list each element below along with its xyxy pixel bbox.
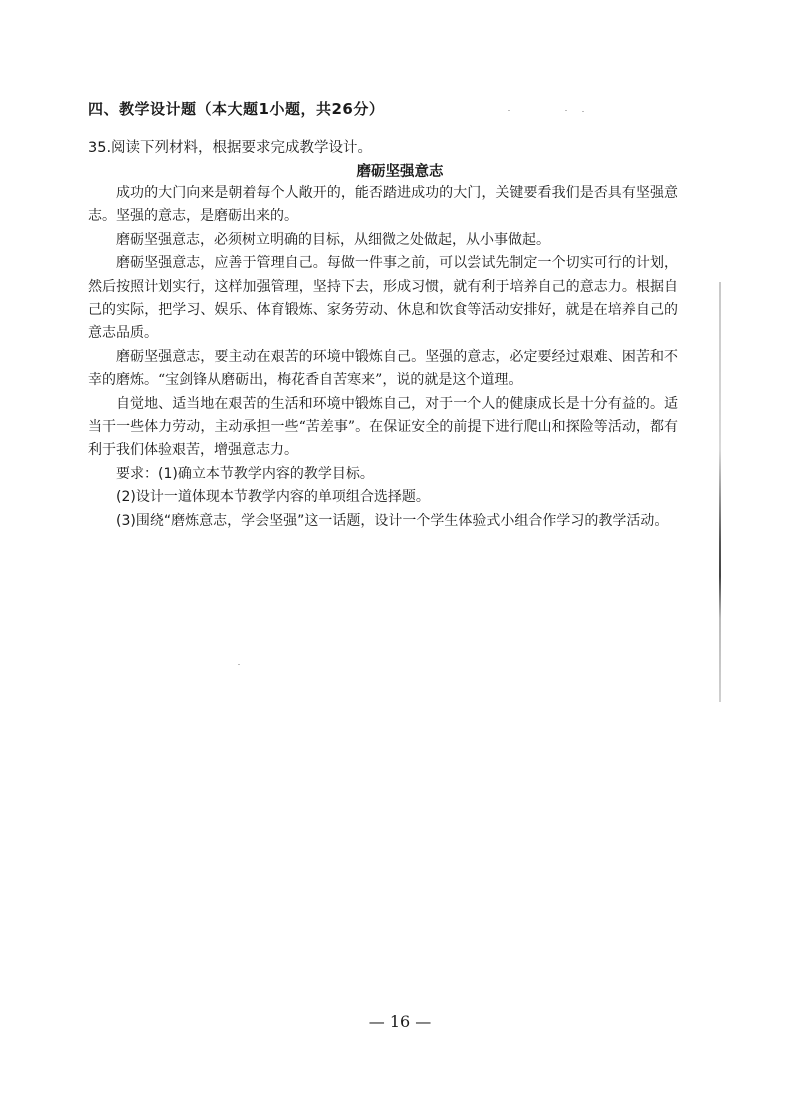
article-body	[88, 182, 678, 463]
question-intro: 35.阅读下列材料，根据要求完成教学设计。	[88, 140, 373, 156]
requirement-3: (3)围绕“磨炼意志，学会坚强”这一话题，设计一个学生体验式小组合作学习的教学活动。	[116, 512, 669, 529]
requirement-1: 要求：(1)确立本节教学内容的教学目标。	[116, 466, 374, 482]
requirement-2: (2)设计一道体现本节教学内容的单项组合选择题。	[116, 489, 430, 506]
article-title: 磨砺坚强意志	[356, 164, 444, 180]
page-number: — 16 —	[368, 1012, 432, 1031]
scan-speck	[508, 110, 510, 111]
article-paragraph: 磨砺坚强意志，要主动在艰苦的环境中锻炼自己。坚强的意志，必定要经过艰难、困苦和不幸的磨炼。“宝剑锋从磨砺出，梅花香自苦寒来”，说的就是这个道理。	[88, 348, 678, 389]
scan-edge-line	[719, 282, 721, 702]
scan-speck	[565, 110, 567, 111]
article-paragraph: 磨砺坚强意志，必须树立明确的目标，从细微之处做起，从小事做起。	[116, 231, 550, 248]
scan-speck	[238, 664, 240, 665]
section-title: 四、教学设计题（本大题1小题，共26分）	[88, 100, 385, 118]
article-paragraph: 成功的大门向来是朝着每个人敞开的，能否踏进成功的大门，关键要看我们是否具有坚强意志。坚强的意志，是磨砺出来的。	[88, 185, 678, 225]
article-paragraph: 自觉地、适当地在艰苦的生活和环境中锻炼自己，对于一个人的健康成长是十分有益的。适当干一些体力劳动，主动承担一些“苦差事”。在保证安全的前提下进行爬山和探险等活动，都有利于我们体验艰苦，增强意志力。	[88, 395, 678, 459]
scan-speck	[582, 111, 584, 112]
requirements	[88, 463, 678, 533]
article-paragraph: 磨砺坚强意志，应善于管理自己。每做一件事之前，可以尝试先制定一个切实可行的计划，然后按照计划实行，这样加强管理，坚持下去，形成习惯，就有利于培养自己的意志力。根据自己的实际，把学习、娱乐、体育锻炼、家务劳动、休息和饮食等活动安排好，就是在培养自己的意志品质。	[88, 255, 678, 342]
